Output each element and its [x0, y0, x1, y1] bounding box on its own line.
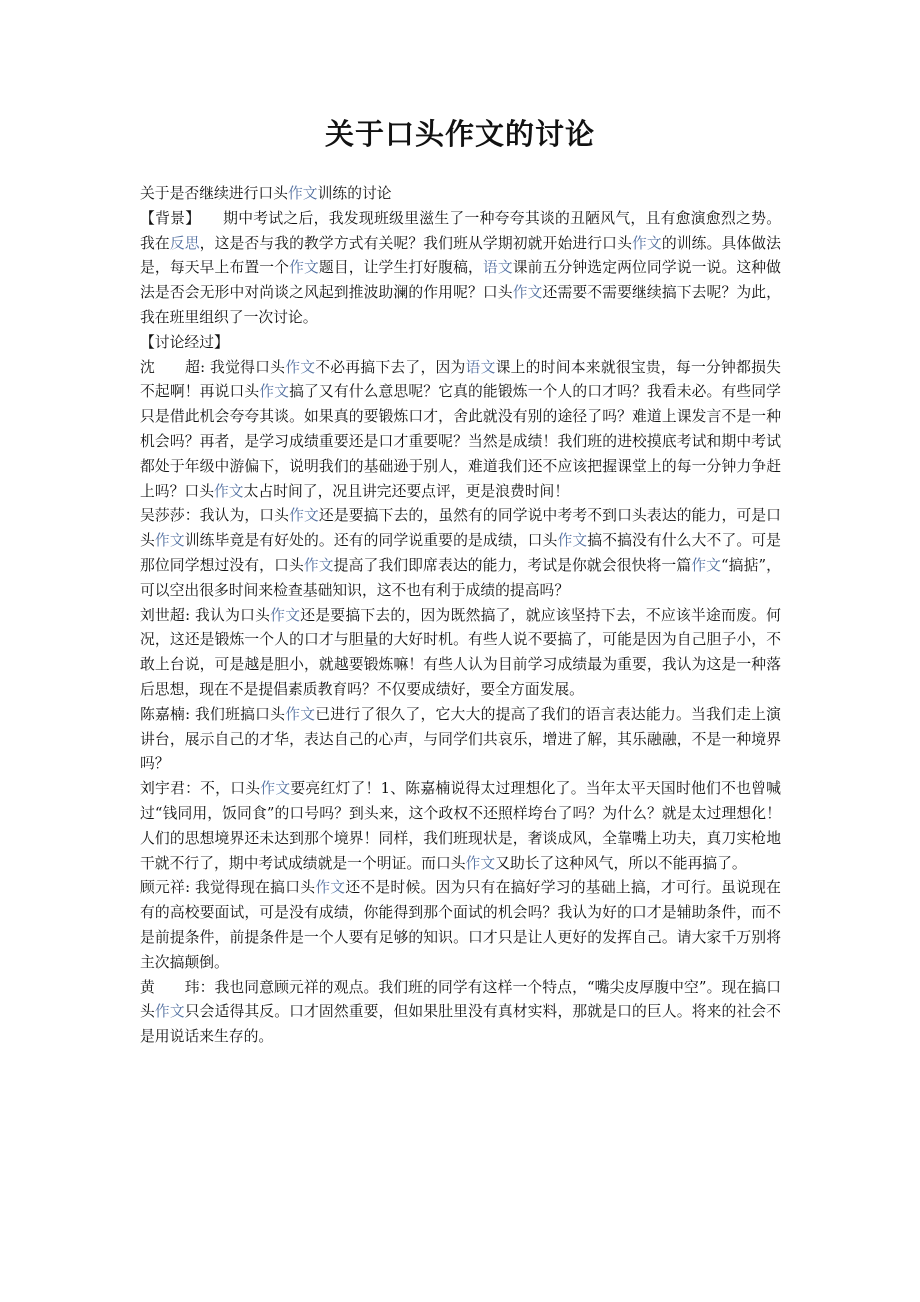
- paragraph: [140, 777, 781, 876]
- paragraph: [140, 703, 781, 777]
- paragraph: [140, 976, 781, 1050]
- highlighted-term: 作文: [285, 358, 316, 376]
- highlighted-term: 作文: [285, 705, 316, 723]
- text-run: 太占时间了，况且讲完还要点评，更是浪费时间！: [243, 482, 570, 500]
- text-run: 题目，让学生打好腹稿，: [318, 259, 483, 277]
- text-run: 还是要搞下去的，因为既然搞了，就应该坚持下去，不应该半途而废。何况，这还是锻炼一个人的口才与胆量的大好时机。有些人说不要搞了，可能是因为自己胆子小，不敢上台说，可是越是胆小，就越要锻炼嘛！有些人认为目前学习成绩最为重要，我认为这是一种落后思想，现在不是提倡素质教育吗？不仅要成绩好，要全方面发展。: [140, 606, 781, 698]
- highlighted-term: 反思: [169, 234, 200, 252]
- highlighted-term: 作文: [691, 556, 722, 574]
- text-run: 的训练。具体做法是，每天早上布置一个: [140, 234, 781, 277]
- paragraph: [140, 604, 781, 703]
- text-run: 还是要搞下去的，虽然有的同学说中考考不到口头表达的能力，可是口头: [140, 507, 781, 550]
- text-run: 【背景】 期中考试之后，我发现班级里滋生了一种夸夸其谈的丑陋风气，且有愈演愈烈之势。我在: [140, 209, 781, 252]
- highlighted-term: 作文: [260, 780, 291, 798]
- text-run: 刘世超: 我认为口头: [140, 606, 271, 624]
- text-run: ，这是否与我的教学方式有关呢？我们班从学期初就开始进行口头: [199, 234, 632, 252]
- highlighted-term: 作文: [289, 259, 319, 277]
- text-run: 提高了我们即席表达的能力，考试是你就会很快将一篇: [333, 556, 692, 574]
- highlighted-term: 作文: [631, 234, 662, 252]
- text-run: 课上的时间本来就很宝贵，每一分钟都损失不起啊！再说口头: [140, 358, 781, 401]
- highlighted-term: 作文: [289, 507, 319, 525]
- text-run: 不必再搞下去了，因为: [315, 358, 466, 376]
- highlighted-term: 语文: [482, 259, 513, 277]
- text-run: 训练毕竟是有好处的。还有的同学说重要的是成绩，口头: [184, 532, 558, 550]
- highlighted-term: 作文: [315, 879, 346, 897]
- text-run: “搞掂”，可以空出很多时间来检查基础知识，这不也有利于成绩的提高吗？: [140, 556, 781, 599]
- text-run: 【讨论经过】: [140, 333, 229, 351]
- text-run: 沈 超: 我觉得口头: [140, 358, 286, 376]
- page-title: 关于口头作文的讨论: [324, 117, 595, 151]
- highlighted-term: 作文: [259, 383, 290, 401]
- text-run: 还不是时候。因为只有在搞好学习的基础上搞，才可行。虽说现在有的高校要面试，可是没有成绩，你能得到那个面试的机会吗？我认为好的口才是辅助条件，而不是前提条件，前提条件是一个人要有足够的知识。口才只是让人更好的发挥自己。请大家千万别将主次搞颠倒。: [140, 879, 781, 971]
- text-run: 训练的讨论: [317, 185, 392, 202]
- paragraph: [140, 331, 781, 356]
- highlighted-term: 语文: [465, 358, 496, 376]
- highlighted-term: 作文: [154, 532, 185, 550]
- highlighted-term: 作文: [557, 532, 588, 550]
- document-body: [140, 182, 781, 1050]
- text-run: 关于是否继续进行口头: [140, 185, 288, 202]
- highlighted-term: 作文: [512, 284, 543, 302]
- text-run: 要亮红灯了！1、陈嘉楠说得太过理想化了。当年太平天国时他们不也曾喊过“钱同用，饭同食”的口号吗？到头来，这个政权不还照样垮台了吗？为什么？就是太过理想化！人们的思想境界还未达到那个境界！同样，我们班现状是，奢谈成风，全靠嘴上功夫，真刀实枪地干就不行了，期中考试成绩就是一个明证。而口头: [140, 780, 781, 872]
- text-run: 陈嘉楠: 我们班搞口头: [140, 705, 286, 723]
- highlighted-term: 作文: [287, 185, 318, 202]
- paragraph: [140, 182, 781, 207]
- text-run: 刘宇君：不，口头: [140, 780, 261, 798]
- text-run: 黄 玮：我也同意顾元祥的观点。我们班的同学有这样一个特点，“嘴尖皮厚腹中空”。现在搞口头: [140, 978, 781, 1021]
- text-run: 顾元祥: 我觉得现在搞口头: [140, 879, 316, 897]
- text-run: 搞不搞没有什么大不了。可是那位同学想过没有，口头: [140, 532, 781, 574]
- text-run: 搞了又有什么意思呢？它真的能锻炼一个人的口才吗？我看未必。有些同学只是借此机会夸夸其谈。如果真的要锻炼口才，舍此就没有别的途径了吗？难道上课发言不是一种机会吗？再者，是学习成绩重要还是口才重要呢？当然是成绩！我们班的进校摸底考试和期中考试都处于年级中游偏下，说明我们的基础逊于别人，难道我们还不应该把握课堂上的每一分钟力争赶上吗？口头: [140, 383, 781, 500]
- text-run: 只会适得其反。口才固然重要，但如果肚里没有真材实料，那就是口的巨人。将来的社会不是用说话来生存的。: [140, 1003, 781, 1046]
- paragraph: [140, 207, 781, 331]
- highlighted-term: 作文: [154, 1003, 185, 1021]
- paragraph: [140, 504, 781, 603]
- text-run: 已进行了很久了，它大大的提高了我们的语言表达能力。当我们走上演讲台，展示自己的才华，表达自己的心声，与同学们共哀乐，增进了解，其乐融融，不是一种境界吗？: [140, 705, 781, 773]
- highlighted-term: 作文: [214, 482, 244, 500]
- highlighted-term: 作文: [465, 854, 496, 872]
- text-run: 还需要不需要继续搞下去呢？为此，我在班里组织了一次讨论。: [140, 284, 781, 326]
- text-run: 课前五分钟选定两位同学说一说。这种做法是否会无形中对尚谈之风起到推波助澜的作用呢？口头: [140, 259, 781, 302]
- highlighted-term: 作文: [270, 606, 301, 624]
- paragraph: [140, 876, 781, 975]
- text-run: 吴莎莎：我认为，口头: [140, 507, 290, 525]
- paragraph: [140, 356, 781, 505]
- highlighted-term: 作文: [303, 556, 334, 574]
- text-run: 又助长了这种风气，所以不能再搞了。: [495, 854, 747, 872]
